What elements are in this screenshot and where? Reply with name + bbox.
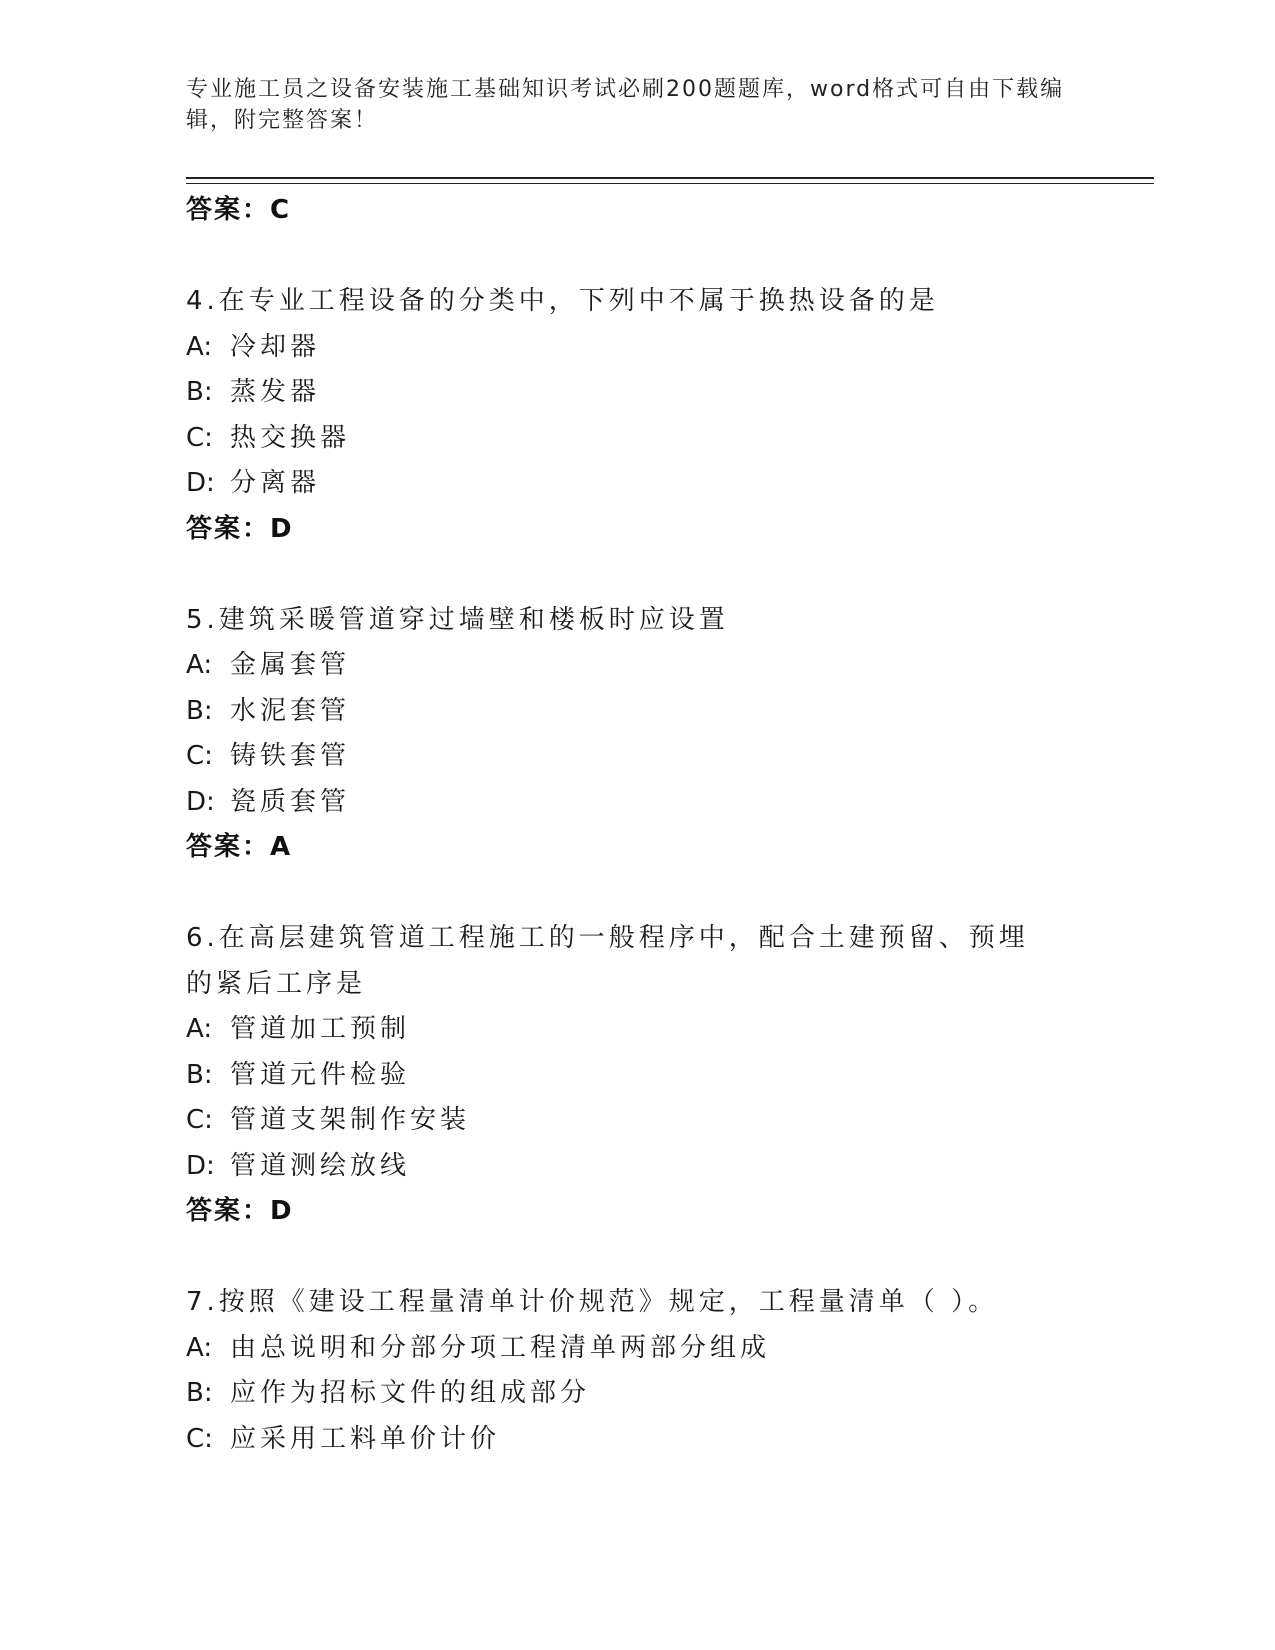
question-block-7 bbox=[186, 1280, 1154, 1462]
previous-answer: 答案：C bbox=[186, 195, 292, 225]
spacer bbox=[186, 234, 1154, 280]
option-text: 水泥套管 bbox=[230, 695, 351, 726]
question-text: 6.在高层建筑管道工程施工的一般程序中，配合土建预留、预埋的紧后工序是 bbox=[186, 923, 1029, 999]
option-letter: C: bbox=[186, 741, 213, 771]
question-text: 7.按照《建设工程量清单计价规范》规定，工程量清单（ ）。 bbox=[186, 1287, 999, 1317]
option-text: 由总说明和分部分项工程清单两部分组成 bbox=[230, 1332, 771, 1363]
option-c bbox=[186, 416, 1154, 462]
option-letter: A: bbox=[186, 1014, 213, 1044]
option-a bbox=[186, 325, 1154, 371]
header-rule-thick bbox=[186, 177, 1154, 179]
question-block-6 bbox=[186, 916, 1154, 1235]
option-text: 蒸发器 bbox=[230, 377, 321, 407]
option-a bbox=[186, 1326, 1154, 1372]
option-letter: D: bbox=[186, 1150, 215, 1181]
spacer bbox=[186, 871, 1154, 917]
question-text: 4.在专业工程设备的分类中，下列中不属于换热设备的是 bbox=[186, 286, 939, 316]
option-d bbox=[186, 1144, 1154, 1190]
option-letter: C: bbox=[186, 422, 213, 453]
option-letter: D: bbox=[186, 786, 215, 817]
option-text: 应采用工料单价计价 bbox=[230, 1423, 501, 1454]
question-text: 5.建筑采暖管道穿过墙壁和楼板时应设置 bbox=[186, 604, 729, 635]
option-b bbox=[186, 1371, 1154, 1417]
spacer bbox=[186, 552, 1154, 598]
option-b bbox=[186, 370, 1154, 416]
option-text: 管道支架制作安装 bbox=[230, 1105, 471, 1135]
question-block-4 bbox=[186, 279, 1154, 552]
option-text: 冷却器 bbox=[230, 331, 321, 362]
document-header-title: 专业施工员之设备安装施工基础知识考试必刷200题题库，word格式可自由下载编辑，附完整答案！ bbox=[186, 77, 1065, 133]
answer-text: 答案：A bbox=[186, 832, 293, 862]
option-b bbox=[186, 1053, 1154, 1099]
spacer bbox=[186, 1235, 1154, 1281]
option-letter: A: bbox=[186, 331, 213, 362]
option-text: 金属套管 bbox=[230, 650, 351, 680]
option-text: 管道测绘放线 bbox=[230, 1150, 411, 1181]
option-text: 铸铁套管 bbox=[230, 741, 351, 771]
option-text: 应作为招标文件的组成部分 bbox=[230, 1378, 591, 1408]
option-c bbox=[186, 734, 1154, 780]
option-a bbox=[186, 1007, 1154, 1053]
option-c bbox=[186, 1417, 1154, 1463]
option-text: 分离器 bbox=[230, 468, 321, 498]
option-letter: B: bbox=[186, 1059, 213, 1090]
option-text: 热交换器 bbox=[230, 422, 351, 453]
option-letter: B: bbox=[186, 377, 213, 407]
option-d bbox=[186, 461, 1154, 507]
option-text: 管道加工预制 bbox=[230, 1014, 411, 1044]
option-d bbox=[186, 780, 1154, 826]
header-rule-thin bbox=[186, 183, 1154, 184]
option-b bbox=[186, 689, 1154, 735]
option-letter: A: bbox=[186, 1332, 213, 1363]
option-letter: C: bbox=[186, 1105, 213, 1135]
option-letter: B: bbox=[186, 1378, 213, 1408]
question-block-5 bbox=[186, 598, 1154, 871]
option-letter: A: bbox=[186, 650, 213, 680]
option-letter: D: bbox=[186, 468, 215, 498]
option-letter: C: bbox=[186, 1423, 213, 1454]
answer-text: 答案：D bbox=[186, 513, 294, 544]
question-list bbox=[186, 188, 1154, 1462]
option-text: 瓷质套管 bbox=[230, 786, 351, 817]
option-c bbox=[186, 1098, 1154, 1144]
option-text: 管道元件检验 bbox=[230, 1059, 411, 1090]
option-a bbox=[186, 643, 1154, 689]
option-letter: B: bbox=[186, 695, 213, 726]
answer-text: 答案：D bbox=[186, 1196, 294, 1226]
